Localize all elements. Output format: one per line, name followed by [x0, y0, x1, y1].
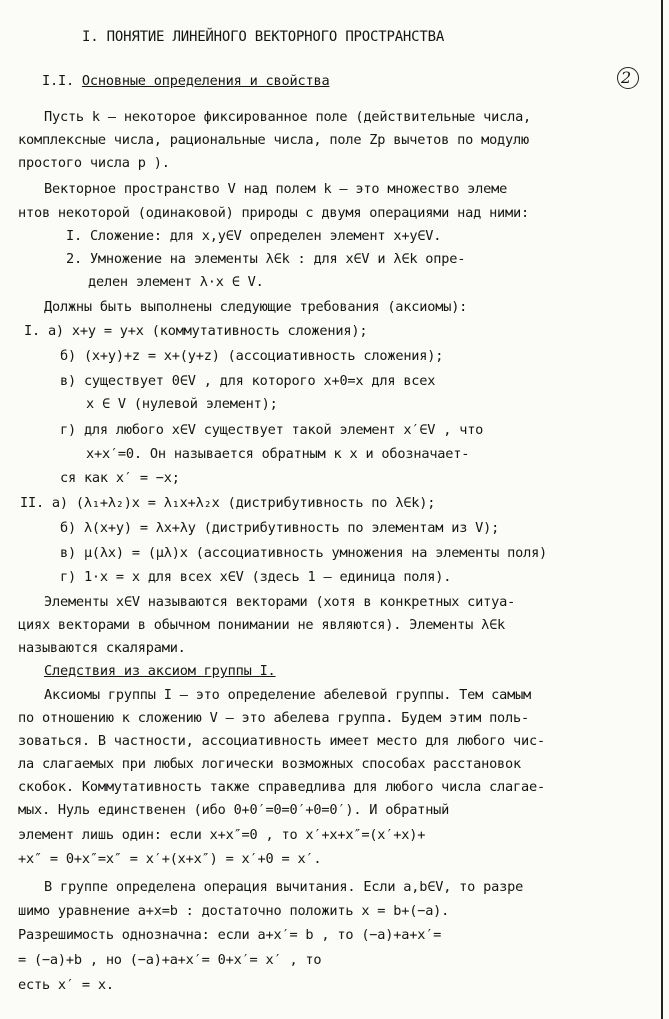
consequences-line: ла слагаемых при любых логически возможных способах расстановок [18, 756, 522, 772]
chapter-title: I. ПОНЯТИЕ ЛИНЕЙНОГО ВЕКТОРНОГО ПРОСТРАНСТВА [82, 29, 445, 45]
vectors-note: называются скалярами. [18, 640, 186, 656]
page-edge-line [661, 0, 663, 1019]
consequences-line: +x″ = 0+x″=x″ = x′+(x+x″) = x′+0 = x′. [18, 851, 322, 867]
section-heading [42, 72, 329, 90]
consequences-line: скобок. Коммутативность также справедлива для любого числа слагае- [18, 779, 545, 795]
axiom-I-a: I. а) x+y = y+x (коммутативность сложения); [24, 323, 368, 339]
operation-addition: I. Сложение: для x,y∈V определен элемент x+y∈V. [66, 228, 442, 244]
subtraction-line: шимо уравнение a+x=b : достаточно положить x = b+(−a). [18, 903, 450, 919]
intro-line: Векторное пространство V над полем k – это множество элеме [44, 181, 508, 197]
axioms-intro: Должны быть выполнены следующие требования (аксиомы): [44, 299, 468, 315]
axiom-I-v: в) существует 0∈V , для которого x+0=x для всех [60, 373, 436, 389]
axiom-I-v-cont: x ∈ V (нулевой элемент); [86, 396, 278, 412]
axiom-II-g: г) 1·x = x для всех x∈V (здесь 1 – единица поля). [60, 569, 452, 585]
axiom-I-g-cont: x+x′=0. Он называется обратным к x и обозначает- [86, 446, 470, 462]
subtraction-line: есть x′ = x. [18, 977, 114, 993]
consequences-line: по отношению к сложению V – это абелева группа. Будем этим поль- [18, 710, 529, 726]
axiom-II-v: в) μ(λx) = (μλ)x (ассоциативность умножения на элементы поля) [60, 545, 548, 561]
intro-line: простого числа p ). [18, 155, 170, 171]
consequences-line: зоваться. В частности, ассоциативность имеет место для любого чис- [18, 733, 545, 749]
page-number: 2 [621, 68, 632, 87]
intro-line: комплексные числа, рациональные числа, поле Zp вычетов по модулю [18, 132, 529, 148]
consequences-line: Аксиомы группы I – это определение абелевой группы. Тем самым [44, 687, 532, 703]
subtraction-line: В группе определена операция вычитания. Если a,b∈V, то разре [44, 879, 524, 895]
subtraction-line: = (−a)+b , но (−a)+a+x′= 0+x′= x′ , то [18, 952, 322, 968]
intro-line: делен элемент λ·x ∈ V. [88, 274, 264, 290]
intro-line: Пусть k – некоторое фиксированное поле (действительные числа, [44, 109, 532, 125]
axiom-I-g-cont: ся как x′ = −x; [60, 470, 180, 486]
axiom-I-b: б) (x+y)+z = x+(y+z) (ассоциативность сложения); [60, 348, 444, 364]
intro-line: нтов некоторой (одинаковой) природы с двумя операциями над ними: [18, 205, 529, 221]
vectors-note: Элементы x∈V называются векторами (хотя в конкретных ситуа- [44, 594, 516, 610]
consequences-line: элемент лишь один: если x+x″=0 , то x′+x+x″=(x′+x)+ [18, 827, 426, 843]
axiom-I-g: г) для любого x∈V существует такой элемент x′∈V , что [60, 422, 484, 438]
axiom-II-a: II. а) (λ₁+λ₂)x = λ₁x+λ₂x (дистрибутивность по λ∈k); [20, 495, 436, 511]
section-title: Основные определения и свойства [81, 73, 330, 89]
section-number: I.I. [42, 73, 74, 89]
axiom-II-b: б) λ(x+y) = λx+λy (дистрибутивность по элементам из V); [60, 520, 500, 536]
consequences-line: мых. Нуль единственен (ибо 0+0′=0=0′+0=0′). И обратный [18, 802, 450, 818]
consequences-title: Следствия из аксиом группы I. [44, 663, 276, 679]
operation-multiplication: 2. Умножение на элементы λ∈k : для x∈V и λ∈k опре- [66, 251, 466, 267]
subtraction-line: Разрешимость однозначна: если a+x′= b , то (−a)+a+x′= [18, 927, 442, 943]
vectors-note: циях векторами в обычном понимании не являются). Элементы λ∈k [18, 617, 506, 633]
